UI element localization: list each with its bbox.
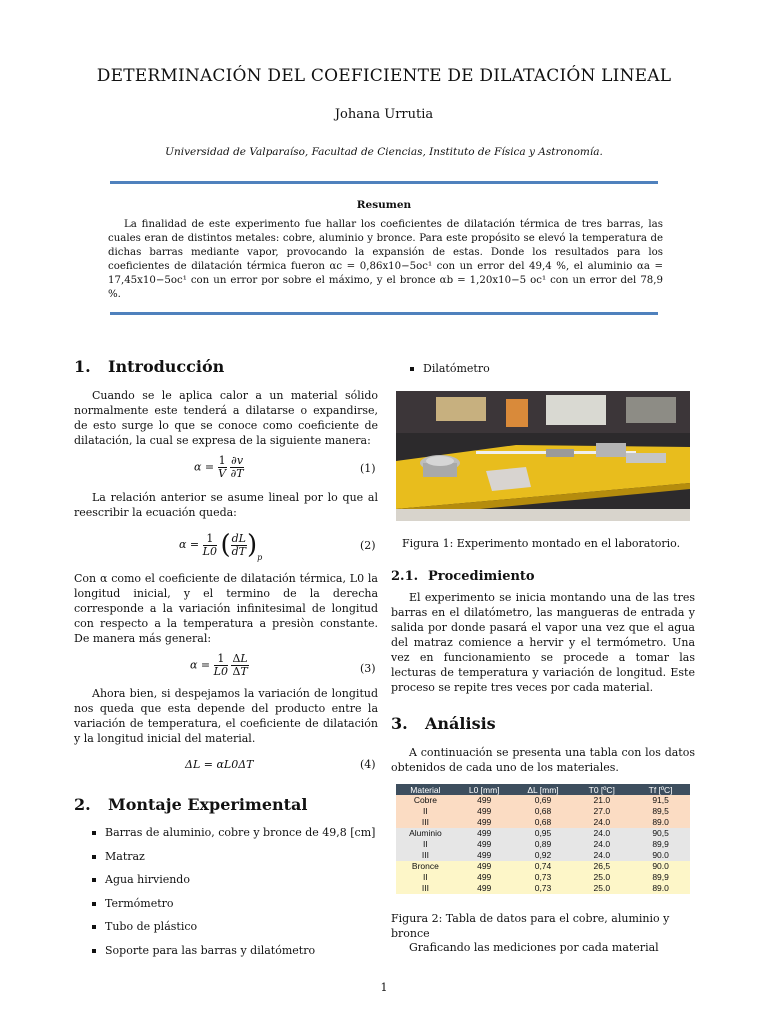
author-name: Johana Urrutia	[334, 107, 434, 122]
section-3-title: Análisis	[425, 714, 496, 733]
table-cell: 0,89	[534, 839, 552, 849]
section-1-title: Introducción	[108, 357, 225, 376]
table-cell: 0,95	[534, 828, 552, 838]
table-row	[396, 828, 690, 839]
table-cell: 24.0	[593, 817, 611, 827]
equation-1-number: (1)	[360, 462, 376, 475]
table-cell: 90.0	[652, 850, 669, 860]
table-cell: 0,92	[534, 850, 552, 860]
section-2-1-title: Procedimiento	[428, 569, 535, 584]
table-cell: 90,5	[652, 828, 669, 838]
abstract-heading: Resumen	[356, 199, 412, 211]
equipment-list-continued	[410, 362, 690, 386]
table-cell: 0,74	[534, 861, 552, 871]
equipment-list	[92, 826, 382, 967]
equation-4-number: (4)	[360, 758, 376, 771]
figure-2-caption: Figura 2: Tabla de datos para el cobre, aluminio y bronce	[391, 912, 670, 940]
top-rule	[110, 181, 658, 184]
table-cell: 0,68	[534, 817, 552, 827]
table-cell: 0,68	[534, 806, 552, 816]
page-number: 1	[380, 981, 388, 994]
list-item: Barras de aluminio, cobre y bronce de 49,8 [cm]	[92, 826, 382, 850]
table-cell: II	[423, 872, 428, 882]
column-header: L0 [mm]	[455, 784, 514, 795]
table-cell: 25.0	[593, 883, 611, 893]
figure-1-caption: Figura 1: Experimento montado en el laboratorio.	[402, 537, 681, 550]
list-item: Termómetro	[92, 897, 382, 921]
table-cell: 24.0	[593, 828, 611, 838]
table-cell: 26,5	[593, 861, 611, 871]
affiliation: Universidad de Valparaíso, Facultad de Ciencias, Instituto de Física y Astronomía.	[165, 146, 603, 158]
column-header: Tf [ºC]	[631, 784, 690, 795]
table-cell: 91,5	[652, 795, 669, 805]
table-header-row	[396, 784, 690, 795]
data-table-grid	[396, 784, 690, 894]
section-2-1-number: 2.1.	[391, 569, 419, 584]
table-cell: 499	[477, 806, 492, 816]
table-cell: 0,73	[534, 883, 552, 893]
intro-paragraph-2: La relación anterior se asume lineal por lo que al reescribir la ecuación queda:	[74, 491, 378, 519]
procedure-paragraph: El experimento se inicia montando una de las tres barras en el dilatómetro, las mangueras de entrada y salida por donde pasará el vapor una vez que el agua del matraz comience a hervir y el termómetro. Una vez en funcionamiento se procede a tomar las lecturas de temperatura y variación de longitud. Este proceso se repite tres veces por cada material.	[391, 591, 695, 694]
column-header: ΔL [mm]	[514, 784, 573, 795]
analysis-paragraph: A continuación se presenta una tabla con los datos obtenidos de cada uno de los materiales.	[391, 746, 695, 774]
column-header: T0 [ºC]	[572, 784, 631, 795]
table-cell: 24.0	[593, 839, 611, 849]
graph-intro-text: Graficando las mediciones por cada material	[409, 941, 659, 954]
table-cell: 21.0	[593, 795, 611, 805]
table-cell: 499	[477, 861, 492, 871]
table-cell: 499	[477, 883, 492, 893]
table-cell: 499	[477, 817, 492, 827]
list-item: Soporte para las barras y dilatómetro	[92, 944, 382, 968]
table-cell: 499	[477, 795, 492, 805]
intro-paragraph-1: Cuando se le aplica calor a un material sólido normalmente este tenderá a dilatarse o expandirse, de esto surge lo que se conoce como coeficiente de dilatación, la cual se expresa de la siguiente manera:	[74, 389, 378, 447]
table-cell: 25.0	[593, 872, 611, 882]
table-row	[396, 883, 690, 894]
table-cell: 0,69	[534, 795, 552, 805]
table-row	[396, 817, 690, 828]
table-row	[396, 850, 690, 861]
section-2-title: Montaje Experimental	[108, 795, 308, 814]
table-cell: II	[423, 806, 428, 816]
section-3-number: 3.	[391, 714, 408, 733]
intro-paragraph-4: Ahora bien, si despejamos la variación de longitud nos queda que esta depende del producto entre la variación de temperatura, el coeficiente de dilatación y la longitud inicial del material.	[74, 687, 378, 745]
equation-3: α = $\frac{1}{L0}$ $\frac{\Delta L}{\Delta T}$	[190, 652, 248, 678]
table-row	[396, 872, 690, 883]
table-cell: 89,9	[652, 839, 669, 849]
data-table	[396, 784, 690, 894]
section-1-heading	[74, 357, 224, 376]
table-cell: 24.0	[593, 850, 611, 860]
section-2-1-heading	[391, 569, 535, 584]
equation-4: ΔL = αL0ΔT	[185, 758, 254, 771]
equation-3-number: (3)	[360, 662, 376, 675]
list-item: Tubo de plástico	[92, 920, 382, 944]
table-cell: Bronce	[411, 861, 439, 871]
section-3-heading	[391, 714, 496, 733]
table-cell: 499	[477, 850, 492, 860]
table-cell: 499	[477, 872, 492, 882]
section-2-heading	[74, 795, 308, 814]
table-cell: Aluminio	[409, 828, 442, 838]
table-cell: 89,5	[652, 806, 669, 816]
table-cell: 90.0	[652, 861, 669, 871]
abstract-text: La finalidad de este experimento fue hallar los coeficientes de dilatación térmica de tres barras, las cuales eran de distintos metales: cobre, aluminio y bronce. Para este propósito se elevó la temperatura de dichas barras mediante vapor, provocando la expansión de estas. Donde los resultados para los coeficientes de dilatación térmica fueron αc = 0,86x10−5oc¹ con un error del 49,4 %, el aluminio αa = 17,45x10−5oc¹ con un error por sobre el máximo, y el bronce αb = 1,20x10−5 oc¹ con un error del 78,9 %.	[108, 219, 663, 300]
section-1-number: 1.	[74, 357, 91, 376]
list-item: Matraz	[92, 850, 382, 874]
table-body	[396, 795, 690, 894]
table-cell: II	[423, 839, 428, 849]
column-header: Material	[396, 784, 455, 795]
table-row	[396, 795, 690, 806]
bottom-rule	[110, 312, 658, 315]
table-row	[396, 861, 690, 872]
table-cell: 89,9	[652, 872, 669, 882]
table-cell: 89.0	[652, 883, 669, 893]
equation-2-number: (2)	[360, 539, 376, 552]
table-cell: 27.0	[593, 806, 611, 816]
lab-photo	[396, 391, 690, 521]
paper-title: DETERMINACIÓN DEL COEFICIENTE DE DILATACIÓN LINEAL	[96, 66, 672, 86]
table-cell: 499	[477, 828, 492, 838]
table-cell: 89.0	[652, 817, 669, 827]
list-item: Agua hirviendo	[92, 873, 382, 897]
table-cell: 499	[477, 839, 492, 849]
equation-2: α = $\frac{1}{L0}$ ( $\frac{dL}{dT}$ )$_p$	[179, 530, 263, 562]
table-cell: III	[421, 850, 429, 860]
table-row	[396, 806, 690, 817]
intro-paragraph-3: Con α como el coeficiente de dilatación térmica, L0 la longitud inicial, y el termino de la derecha corresponde a la variación infinitesimal de longitud con respecto a la temperatura a presiòn constante. De manera más general:	[74, 572, 378, 645]
table-cell: Cobre	[413, 795, 437, 805]
equation-1: α = $\frac{1}{V}$ $\frac{\partial v}{\partial T}$	[194, 454, 244, 480]
lab-photo-image	[396, 391, 690, 521]
table-cell: III	[421, 817, 429, 827]
list-item: Dilatómetro	[410, 362, 690, 386]
table-cell: 0,73	[534, 872, 552, 882]
table-cell: III	[421, 883, 429, 893]
section-2-number: 2.	[74, 795, 91, 814]
table-row	[396, 839, 690, 850]
